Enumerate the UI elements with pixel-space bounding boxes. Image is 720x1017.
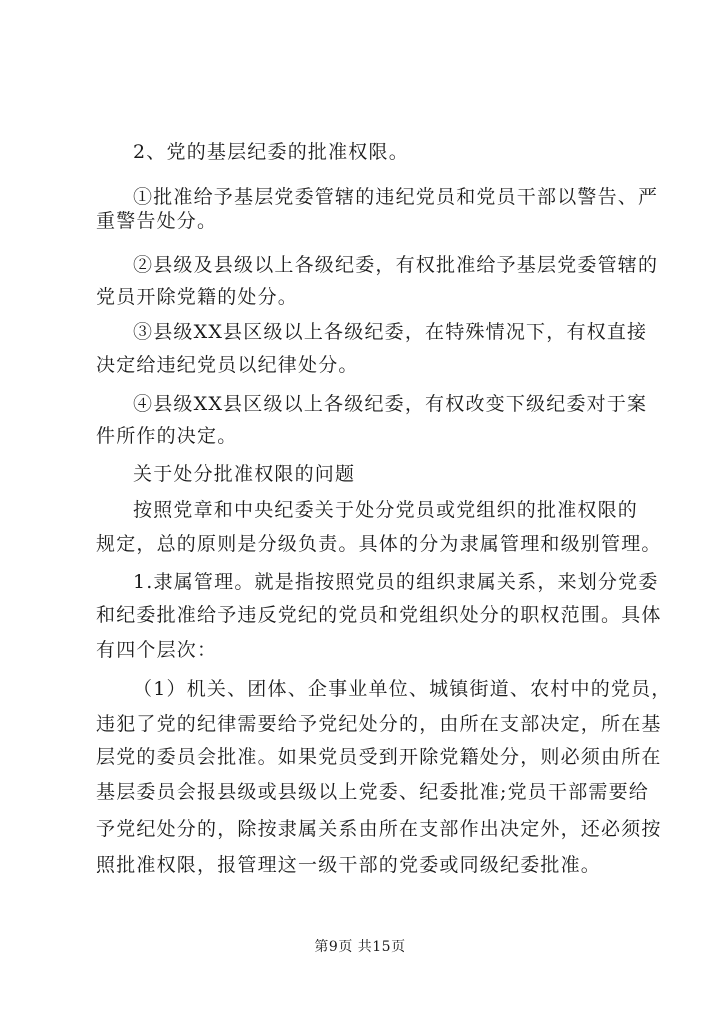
- page-number-footer: 第9页 共15页: [314, 939, 406, 955]
- paragraph-line: ①批准给予基层党委管辖的违纪党员和党员干部以警告、严: [133, 186, 659, 208]
- paragraph-line: 违犯了党的纪律需要给予党纪处分的，由所在支部决定，所在基: [96, 713, 662, 735]
- paragraph-line: 党员开除党籍的处分。: [96, 286, 299, 308]
- paragraph-line: 按照党章和中央纪委关于处分党员或党组织的批准权限的: [133, 499, 639, 521]
- paragraph-line: 和纪委批准给予违反党纪的党员和党组织处分的职权范围。具体: [96, 604, 662, 626]
- section-heading: 2、党的基层纪委的批准权限。: [133, 141, 409, 163]
- paragraph-line: ④县级XX县区级以上各级纪委，有权改变下级纪委对于案: [133, 393, 648, 415]
- paragraph-line: 层党的委员会批准。如果党员受到开除党籍处分，则必须由所在: [96, 746, 662, 768]
- paragraph-line: ②县级及县级以上各级纪委，有权批准给予基层党委管辖的: [133, 254, 659, 276]
- subsection-heading: 关于处分批准权限的问题: [133, 463, 356, 485]
- paragraph-line: 重警告处分。: [96, 210, 218, 232]
- paragraph-line: 件所作的决定。: [96, 425, 238, 447]
- paragraph-line: 基层委员会报县级或县级以上党委、纪委批准;党员干部需要给: [96, 781, 650, 803]
- paragraph-line: 予党纪处分的，除按隶属关系由所在支部作出决定外，还必须按: [96, 818, 662, 840]
- paragraph-line: 照批准权限，报管理这一级干部的党委或同级纪委批准。: [96, 854, 602, 876]
- paragraph-line: ③县级XX县区级以上各级纪委，在特殊情况下，有权直接: [133, 321, 648, 343]
- paragraph-line: 有四个层次：: [96, 639, 218, 661]
- paragraph-line: 1.隶属管理。就是指按照党员的组织隶属关系，来划分党委: [133, 571, 659, 593]
- paragraph-line: （1）机关、团体、企事业单位、城镇街道、农村中的党员，: [133, 678, 672, 700]
- paragraph-line: 决定给违纪党员以纪律处分。: [96, 354, 359, 376]
- paragraph-line: 规定，总的原则是分级负责。具体的分为隶属管理和级别管理。: [96, 533, 662, 555]
